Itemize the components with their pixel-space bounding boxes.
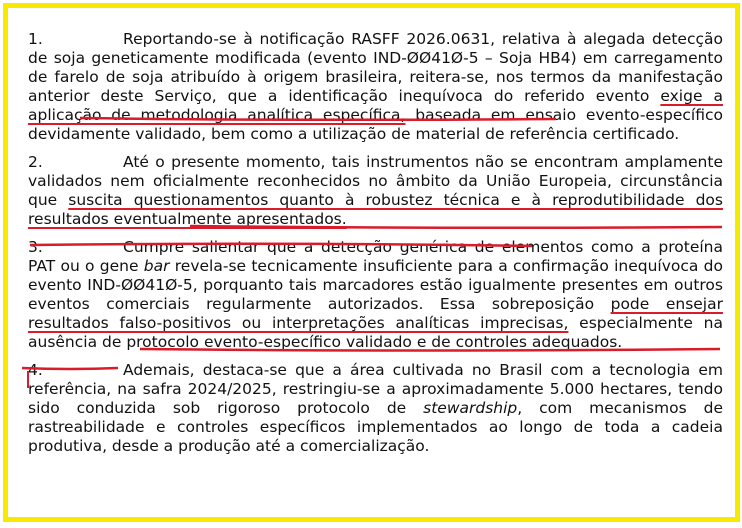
- italic-term: stewardship: [423, 399, 518, 417]
- text-segment: baseada em ensaio evento-específico devidamente validado, bem como a utilização de material de referência certificado.: [28, 106, 723, 143]
- paragraph-1: [28, 30, 723, 144]
- paragraph-4: [28, 361, 723, 456]
- text-segment: especialmente na ausência de protocolo evento-específico validado e de controles adequados.: [28, 314, 723, 351]
- highlighted-phrase: pode ensejar resultados falso-positivos ou interpretações analíticas imprecisas,: [28, 295, 723, 332]
- paragraph-number: 3.: [28, 238, 43, 256]
- text-segment: Até o presente momento, tais instrumentos não se encontram amplamente validados nem oficialmente reconhecidos no âmbito da União Europeia, circunstância que: [28, 153, 723, 209]
- paragraph-number: 4.: [28, 361, 43, 379]
- text-segment: Cumpre salientar que a detecção genérica de elementos como a proteína PAT ou o gene: [28, 238, 723, 275]
- text-segment: Ademais, destaca-se que a área cultivada no Brasil com a tecnologia em referência, na safra 2024/2025, restringiu-se a aproximadamente 5.000 hectares, tendo sido conduzida sob rigoroso protocolo de: [28, 361, 723, 417]
- italic-term: bar: [143, 257, 170, 275]
- text-segment: Reportando-se à notificação RASFF 2026.0631, relativa à alegada detecção de soja geneticamente modificada (evento IND-ØØ41Ø-5 – Soja HB4) em carregamento de farelo de soja atribuído à origem brasileira, reitera-se, nos termos da manifestação anterior deste Serviço, que a identificação inequívoca do referido evento: [28, 30, 723, 105]
- document-body: [28, 30, 723, 465]
- highlighted-phrase: exige a aplicação de metodologia analítica específica,: [28, 87, 723, 124]
- paragraph-2: [28, 153, 723, 229]
- highlighted-phrase: suscita questionamentos quanto à robustez técnica e à reprodutibilidade dos resultados eventualmente apresentados.: [28, 191, 723, 228]
- text-segment: revela-se tecnicamente insuficiente para a confirmação inequívoca do evento IND-ØØ41Ø-5, porquanto tais marcadores estão igualmente presentes em outros eventos comerciais regularmente autorizados. Essa sobreposição: [28, 257, 723, 313]
- paragraph-number: 1.: [28, 30, 43, 48]
- paragraph-number: 2.: [28, 153, 43, 171]
- document-frame: [3, 3, 740, 522]
- paragraph-3: [28, 238, 723, 352]
- text-segment: , com mecanismos de rastreabilidade e controles específicos implementados ao longo de toda a cadeia produtiva, desde a produção até a comercialização.: [28, 399, 723, 455]
